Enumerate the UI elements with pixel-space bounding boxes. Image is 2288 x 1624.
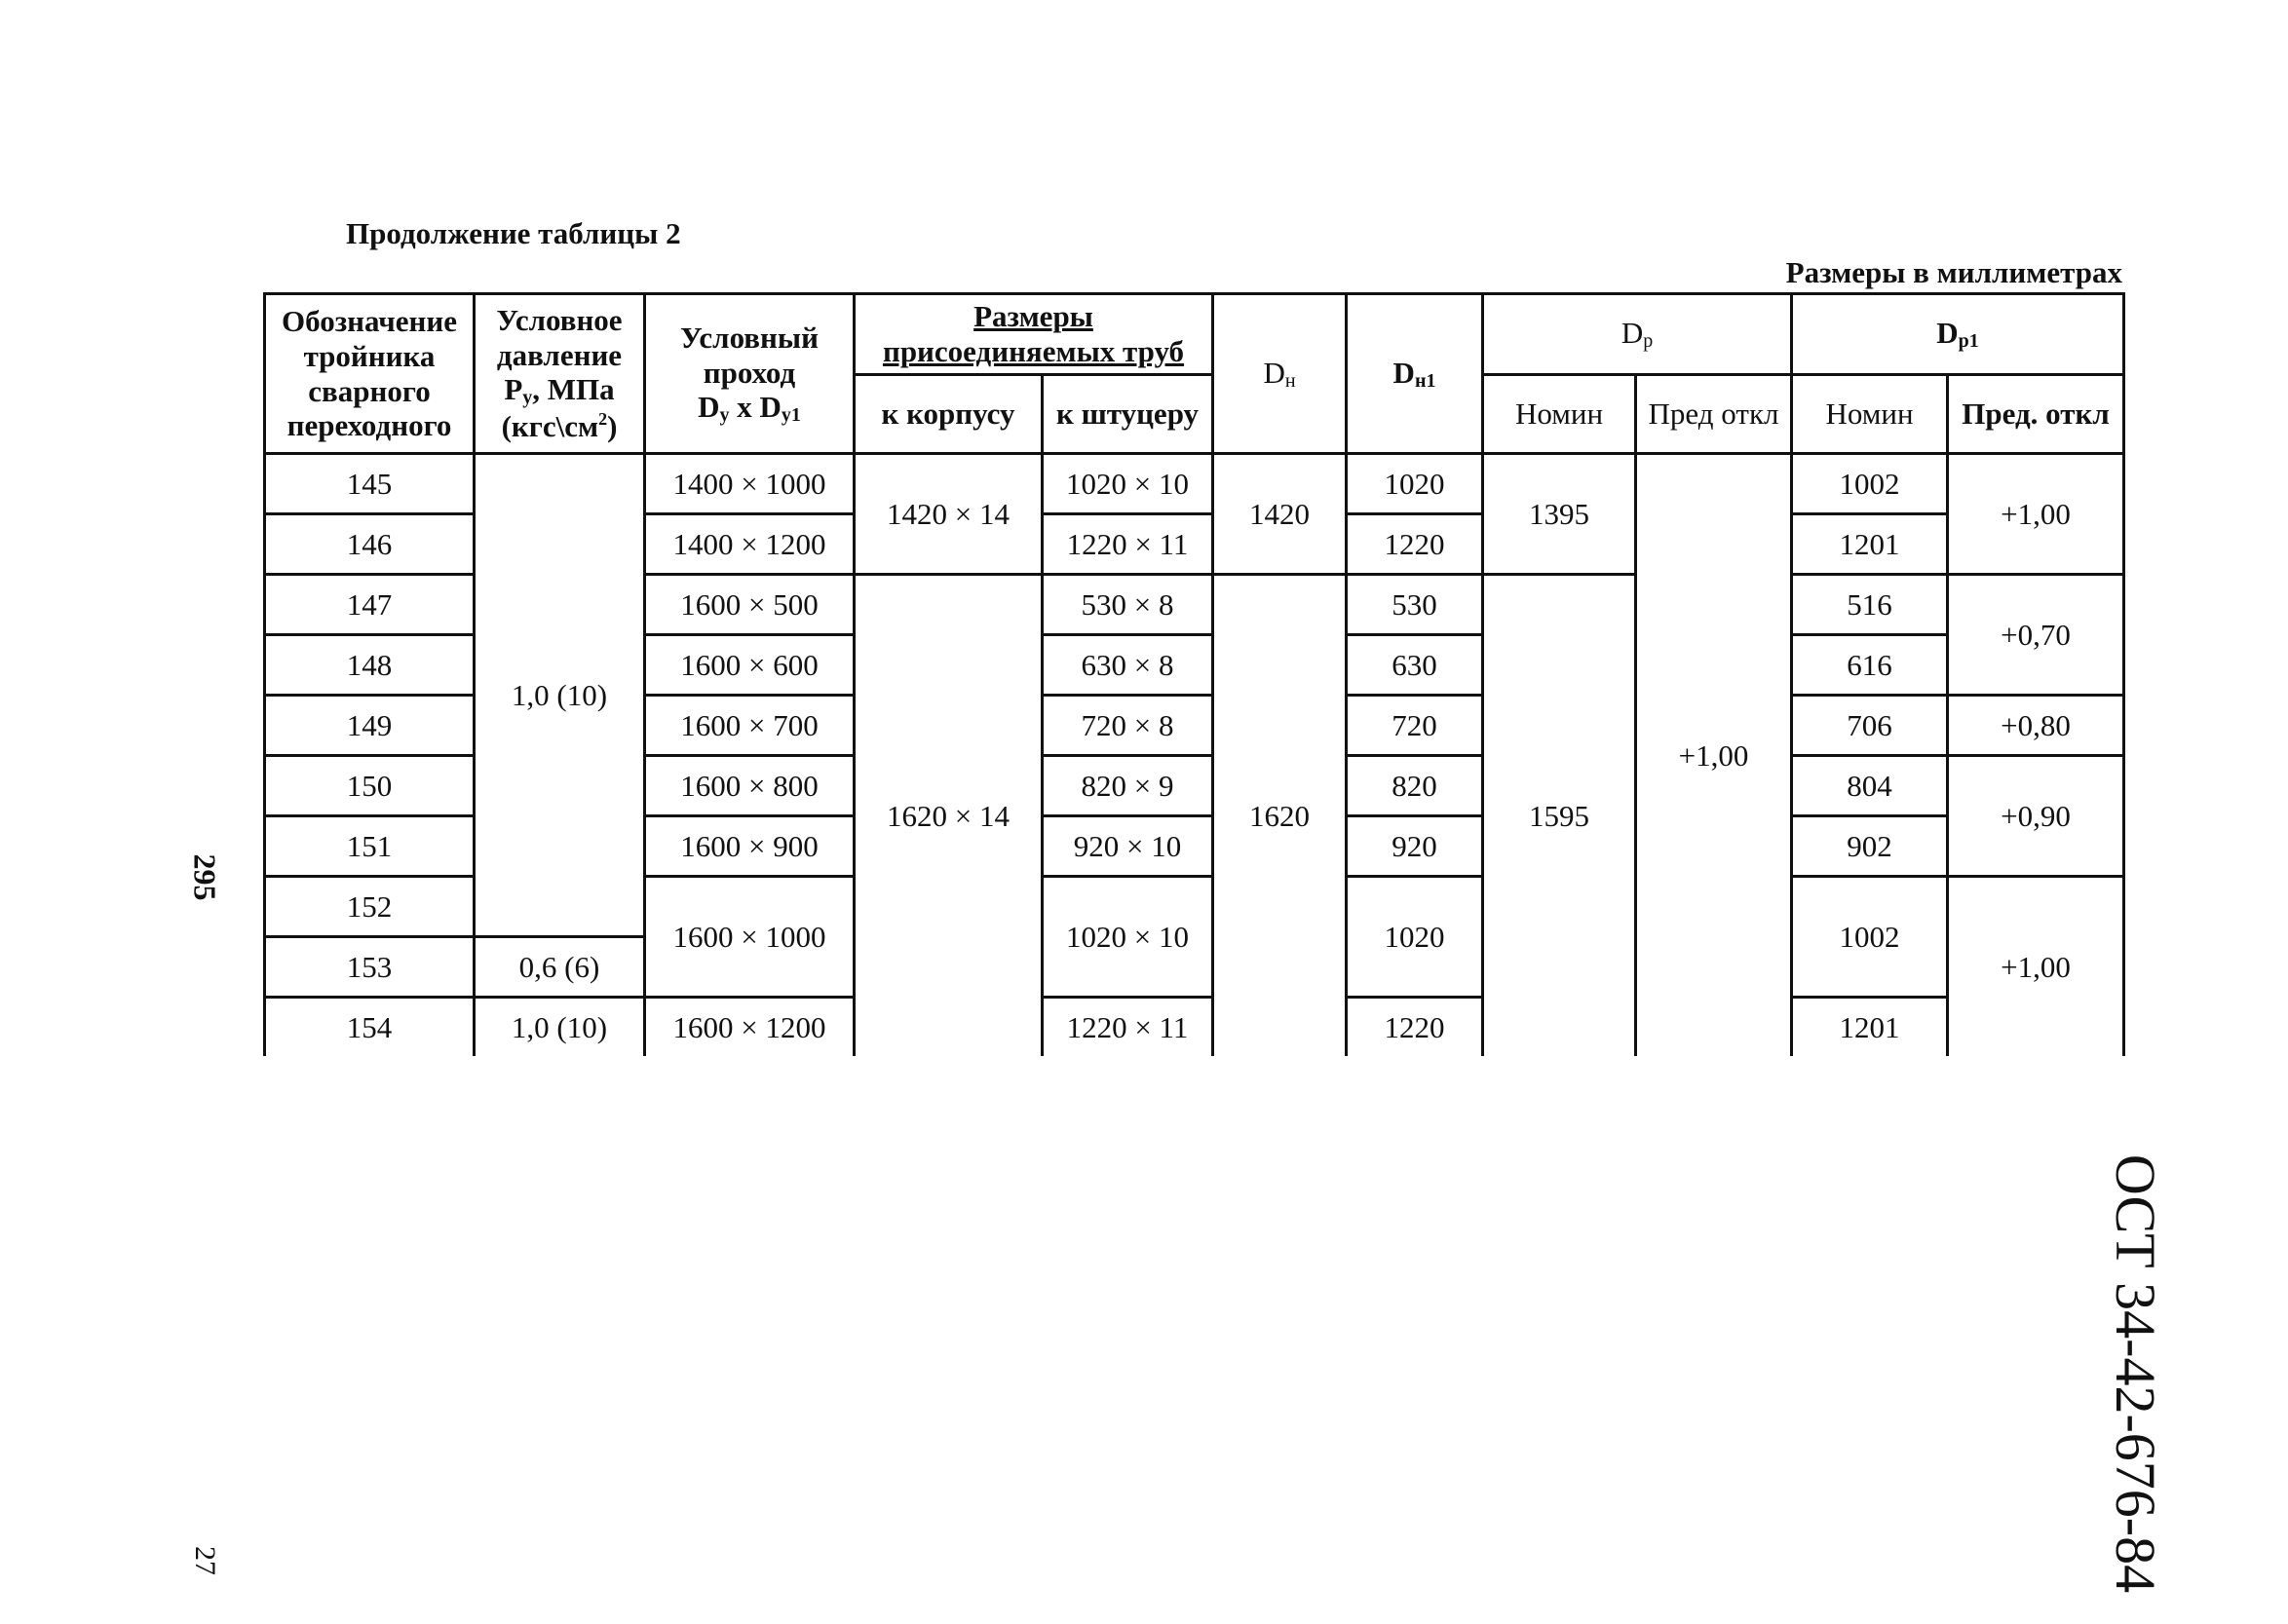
- cell-passage: 1600 × 800: [645, 756, 855, 816]
- cell-dp1-nominal: 516: [1792, 575, 1948, 635]
- cell-dp1-nominal: 1201: [1792, 998, 1948, 1057]
- cell-passage: 1600 × 900: [645, 816, 855, 877]
- page-number: 295: [187, 853, 223, 901]
- cell-dp1-nominal: 1002: [1792, 454, 1948, 514]
- cell-dp1-nominal: 706: [1792, 696, 1948, 756]
- sheet-number: 27: [189, 1546, 221, 1575]
- cell-id: 149: [265, 696, 475, 756]
- table-caption: Продолжение таблицы 2: [346, 216, 681, 250]
- cell-pressure: 1,0 (10): [475, 454, 645, 937]
- tee-dimensions-table: [263, 292, 2125, 1056]
- header-dn: $D_н$: [1213, 294, 1347, 454]
- cell-dn1: 1220: [1347, 998, 1483, 1057]
- cell-passage: 1600 × 700: [645, 696, 855, 756]
- header-to-fitting: к штуцеру: [1043, 375, 1213, 454]
- cell-to-fitting: 530 × 8: [1043, 575, 1213, 635]
- cell-dn1: 530: [1347, 575, 1483, 635]
- cell-dn1: 820: [1347, 756, 1483, 816]
- header-dn1: $D_{н1}$: [1347, 294, 1483, 454]
- cell-pressure: 1,0 (10): [475, 998, 645, 1057]
- table-row: [265, 998, 2124, 1057]
- cell-dp1-deviation: +0,70: [1948, 575, 2124, 696]
- cell-dp-deviation: +1,00: [1636, 454, 1792, 1057]
- cell-dp1-nominal: 1201: [1792, 514, 1948, 575]
- cell-dn1: 1020: [1347, 877, 1483, 998]
- cell-to-fitting: 820 × 9: [1043, 756, 1213, 816]
- cell-dp1-nominal: 804: [1792, 756, 1948, 816]
- cell-passage: 1600 × 500: [645, 575, 855, 635]
- header-dp-nominal: Номин: [1483, 375, 1636, 454]
- cell-dp1-nominal: 902: [1792, 816, 1948, 877]
- header-pressure: Условное давление $P_y$, МПа $(кгс\backslash см^2)$: [475, 294, 645, 454]
- cell-pressure: 0,6 (6): [475, 937, 645, 998]
- cell-dn1: 630: [1347, 635, 1483, 696]
- header-dp1: $D_{р1}$: [1792, 294, 2124, 375]
- cell-to-body: 1420 × 14: [855, 454, 1043, 575]
- cell-id: 153: [265, 937, 475, 998]
- cell-to-fitting: 1220 × 11: [1043, 514, 1213, 575]
- header-dp-deviation: Пред откл: [1636, 375, 1792, 454]
- cell-to-fitting: 1020 × 10: [1043, 877, 1213, 998]
- cell-id: 152: [265, 877, 475, 937]
- cell-to-fitting: 630 × 8: [1043, 635, 1213, 696]
- cell-dn1: 920: [1347, 816, 1483, 877]
- cell-dn1: 1020: [1347, 454, 1483, 514]
- cell-passage: 1600 × 1200: [645, 998, 855, 1057]
- header-dp1-nominal: Номин: [1792, 375, 1948, 454]
- cell-passage: 1400 × 1200: [645, 514, 855, 575]
- cell-dp1-deviation: +0,90: [1948, 756, 2124, 877]
- cell-dn1: 1220: [1347, 514, 1483, 575]
- table-row: [265, 454, 2124, 514]
- header-dp: $D_р$: [1483, 294, 1792, 375]
- cell-to-fitting: 1020 × 10: [1043, 454, 1213, 514]
- cell-id: 151: [265, 816, 475, 877]
- cell-to-fitting: 920 × 10: [1043, 816, 1213, 877]
- cell-id: 145: [265, 454, 475, 514]
- header-pipe-sizes: Размеры присоединяемых труб: [855, 294, 1213, 375]
- cell-dp-nominal: 1395: [1483, 454, 1636, 575]
- standard-designation: ОСТ 34-42-676-84: [2104, 1153, 2167, 1594]
- cell-dp-nominal: 1595: [1483, 575, 1636, 1057]
- cell-id: 147: [265, 575, 475, 635]
- cell-dn1: 720: [1347, 696, 1483, 756]
- cell-id: 150: [265, 756, 475, 816]
- cell-to-fitting: 1220 × 11: [1043, 998, 1213, 1057]
- cell-dp1-deviation: +1,00: [1948, 877, 2124, 1057]
- cell-dp1-deviation: +0,80: [1948, 696, 2124, 756]
- cell-passage: 1400 × 1000: [645, 454, 855, 514]
- cell-id: 154: [265, 998, 475, 1057]
- cell-to-fitting: 720 × 8: [1043, 696, 1213, 756]
- cell-dp1-deviation: +1,00: [1948, 454, 2124, 575]
- cell-passage: 1600 × 600: [645, 635, 855, 696]
- cell-dp1-nominal: 1002: [1792, 877, 1948, 998]
- cell-passage: 1600 × 1000: [645, 877, 855, 998]
- cell-to-body: 1620 × 14: [855, 575, 1043, 1057]
- cell-id: 146: [265, 514, 475, 575]
- units-note: Размеры в миллиметрах: [1785, 255, 2122, 289]
- cell-dn: 1620: [1213, 575, 1347, 1057]
- cell-id: 148: [265, 635, 475, 696]
- header-dp1-deviation: Пред. откл: [1948, 375, 2124, 454]
- header-to-body: к корпусу: [855, 375, 1043, 454]
- header-designation: Обозначение тройника сварного переходного: [265, 294, 475, 454]
- cell-dn: 1420: [1213, 454, 1347, 575]
- cell-dp1-nominal: 616: [1792, 635, 1948, 696]
- header-passage: Условный проход $D_y$ x $D_{y1}$: [645, 294, 855, 454]
